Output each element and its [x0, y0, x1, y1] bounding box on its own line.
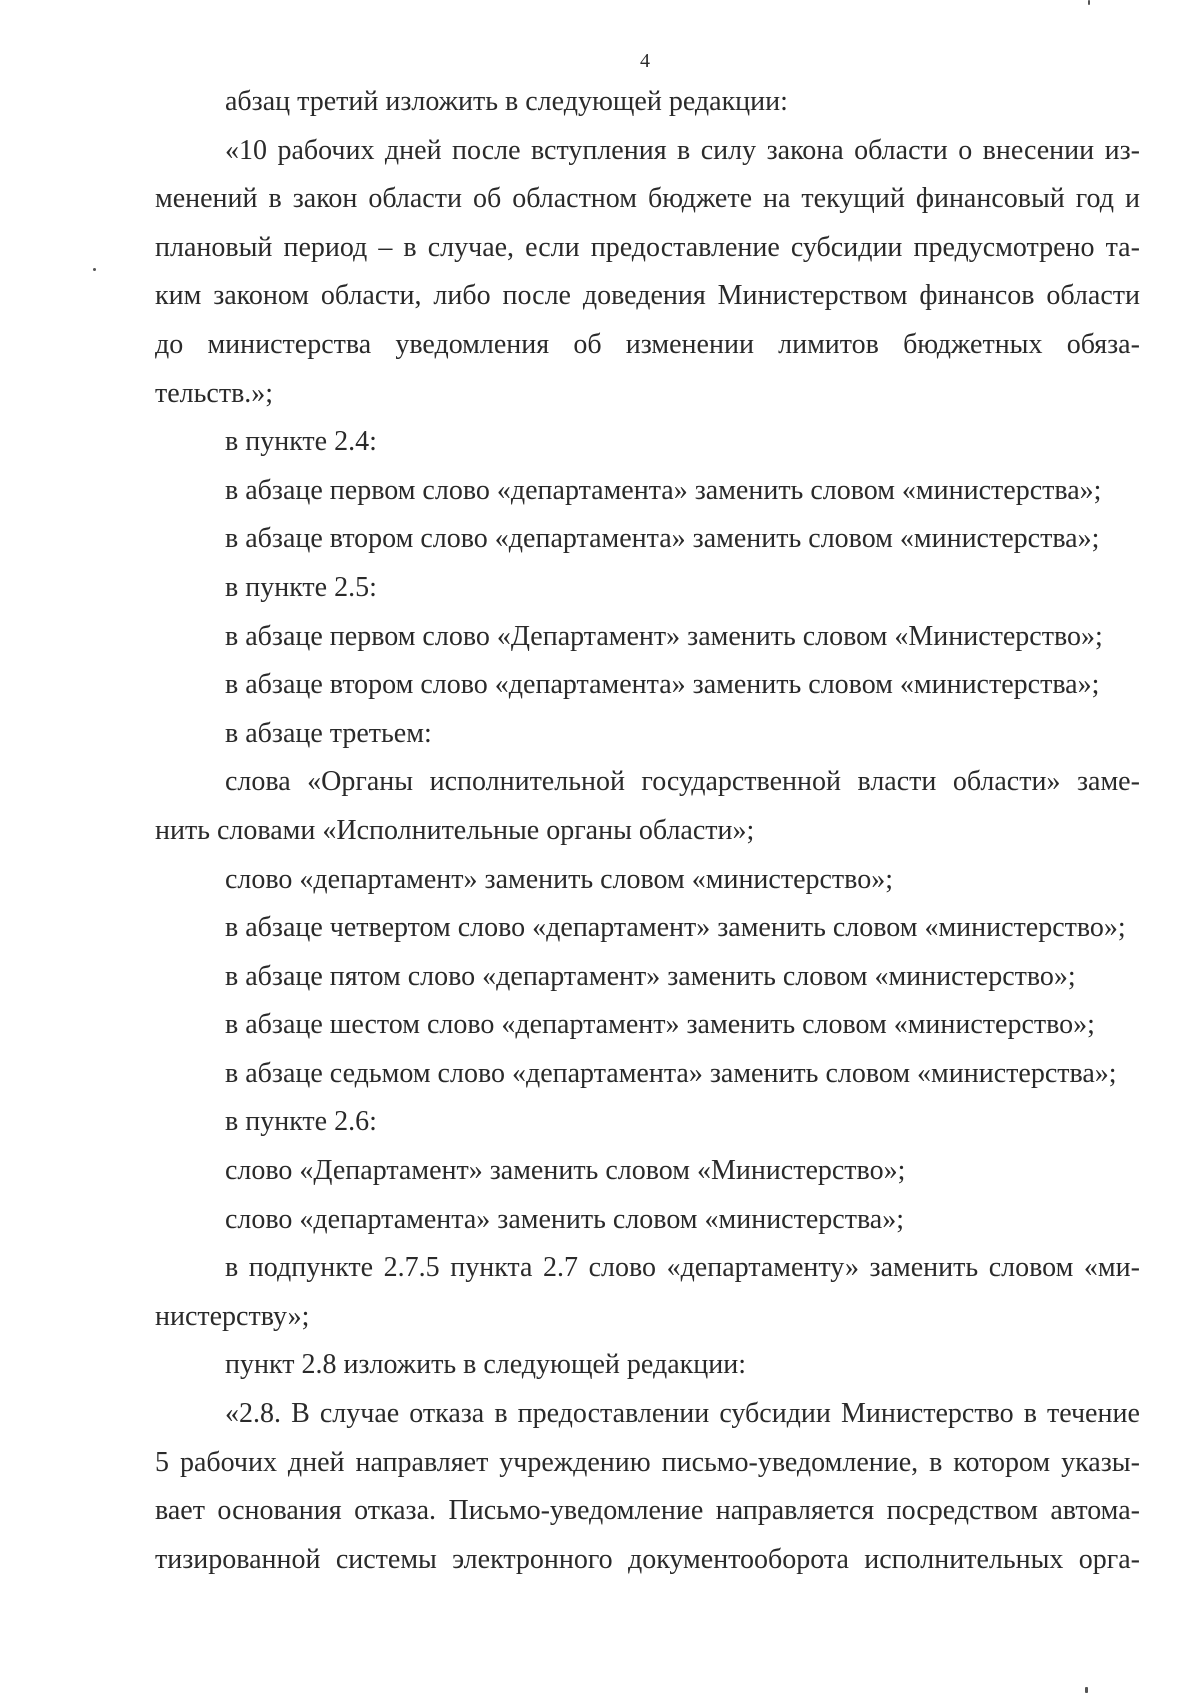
text-line: слово «департамента» заменить словом «министерства»; — [225, 1203, 904, 1235]
text-line: пункт 2.8 изложить в следующей редакции: — [225, 1349, 746, 1381]
text-word: Министерством — [717, 280, 908, 312]
text-word: вступления — [531, 134, 667, 166]
text-word: подпункте — [248, 1252, 374, 1284]
text-word: отказа — [409, 1398, 485, 1430]
text-word: государственной — [641, 766, 841, 798]
text-word: менений — [155, 183, 258, 215]
page-number: 4 — [640, 50, 650, 72]
text-word: и — [1124, 183, 1140, 215]
text-word: заме- — [1076, 766, 1140, 798]
text-word: «ми- — [1083, 1252, 1140, 1284]
text-word: 2.7 — [543, 1252, 578, 1284]
text-word: посредством — [886, 1495, 1038, 1527]
scan-speck — [1085, 1687, 1088, 1693]
text-word: закон — [292, 183, 358, 215]
text-word: области — [368, 183, 462, 215]
text-word: финансов — [919, 280, 1035, 312]
text-word: котором — [953, 1446, 1051, 1478]
text-line: слово «департамент» заменить словом «министерство»; — [225, 863, 893, 895]
text-word: слова — [225, 766, 291, 798]
text-word: письмо-уведомление, — [661, 1446, 919, 1478]
text-word: после — [452, 134, 521, 166]
text-word: документооборота — [627, 1543, 849, 1575]
text-word: текущий — [801, 183, 905, 215]
text-word: предусмотрено — [913, 231, 1095, 263]
text-word: пункта — [450, 1252, 533, 1284]
text-word: «2.8. — [225, 1398, 281, 1430]
text-word: внесении — [982, 134, 1095, 166]
text-word: законом — [213, 280, 310, 312]
text-word: финансовый — [915, 183, 1065, 215]
text-line: в абзаце втором слово «департамента» заменить словом «министерства»; — [225, 669, 1100, 701]
text-word: после — [502, 280, 571, 312]
text-word: ким — [155, 280, 202, 312]
text-word: заменить — [869, 1252, 979, 1284]
text-word: закона — [766, 134, 844, 166]
text-word: слово — [588, 1252, 656, 1284]
text-line — [155, 1390, 1140, 1439]
text-word: исполнительных — [864, 1543, 1064, 1575]
text-word: основания — [217, 1495, 342, 1527]
text-word: в — [268, 183, 282, 215]
text-line — [155, 1244, 1140, 1293]
text-word: областном — [512, 183, 637, 215]
scan-speck — [93, 268, 96, 271]
text-line: в абзаце третьем: — [225, 717, 432, 749]
text-word: об — [472, 183, 502, 215]
text-word: изменении — [625, 328, 754, 360]
text-word: «Органы — [307, 766, 414, 798]
text-word: словом — [988, 1252, 1074, 1284]
text-line: в абзаце седьмом слово «департамента» заменить словом «министерства»; — [225, 1057, 1117, 1089]
text-word: дней — [384, 134, 442, 166]
text-line — [155, 1536, 1140, 1585]
text-word: министерства — [207, 328, 372, 360]
text-word: если — [525, 231, 580, 263]
text-line: в абзаце четвертом слово «департамент» заменить словом «министерство»; — [225, 912, 1126, 944]
text-word: В — [291, 1398, 310, 1430]
text-word: из- — [1104, 134, 1140, 166]
text-word: в — [929, 1446, 943, 1478]
text-line — [155, 127, 1140, 176]
text-line: в пункте 2.4: — [225, 426, 377, 458]
scan-speck — [1088, 0, 1090, 5]
text-word: обяза- — [1066, 328, 1140, 360]
text-line: в пункте 2.6: — [225, 1106, 377, 1138]
text-line — [155, 321, 1140, 370]
text-line: нистерству»; — [155, 1300, 310, 1332]
text-line: в абзаце шестом слово «департамент» заменить словом «министерство»; — [225, 1009, 1095, 1041]
text-word: отказа. — [354, 1495, 437, 1527]
text-word: тизированной — [155, 1543, 321, 1575]
text-word: в — [403, 231, 417, 263]
text-word: доведения — [582, 280, 706, 312]
text-word: системы — [335, 1543, 437, 1575]
text-line: в абзаце первом слово «Департамент» заменить словом «Министерство»; — [225, 620, 1103, 652]
document-body — [155, 78, 1140, 1584]
text-line — [155, 272, 1140, 321]
text-word: «департаменту» — [666, 1252, 859, 1284]
text-word: лимитов — [778, 328, 879, 360]
text-line: в пункте 2.5: — [225, 571, 377, 603]
text-word: о — [958, 134, 973, 166]
text-word: области — [854, 134, 948, 166]
text-line: слово «Департамент» заменить словом «Министерство»; — [225, 1155, 906, 1187]
text-word: власти — [857, 766, 937, 798]
text-word: на — [763, 183, 791, 215]
text-line: абзац третий изложить в следующей редакции: — [225, 86, 788, 117]
text-word: в — [494, 1398, 508, 1430]
text-line: в абзаце пятом слово «департамент» заменить словом «министерство»; — [225, 960, 1076, 992]
text-word: в — [225, 1252, 239, 1284]
text-word: области, — [320, 280, 422, 312]
text-word: период — [283, 231, 368, 263]
text-word: бюджете — [647, 183, 753, 215]
text-word: дней — [287, 1446, 345, 1478]
text-word: субсидии — [790, 231, 903, 263]
text-word: год — [1075, 183, 1114, 215]
text-word: предоставление — [590, 231, 780, 263]
text-line — [155, 224, 1140, 273]
text-word: предоставлении — [517, 1398, 710, 1430]
text-word: указы- — [1061, 1446, 1140, 1478]
text-word: направляет — [355, 1446, 489, 1478]
text-word: исполнительной — [429, 766, 625, 798]
text-word: Министерство — [840, 1398, 1014, 1430]
text-word: до — [155, 328, 184, 360]
text-word: плановый — [155, 231, 273, 263]
text-word: либо — [433, 280, 491, 312]
text-word: об — [573, 328, 602, 360]
text-word: направляется — [715, 1495, 875, 1527]
text-word: в — [1023, 1398, 1037, 1430]
text-line — [155, 175, 1140, 224]
text-word: та- — [1105, 231, 1140, 263]
text-word: субсидии — [719, 1398, 831, 1430]
text-line — [155, 758, 1140, 807]
text-word: автома- — [1050, 1495, 1140, 1527]
text-word: 5 — [155, 1446, 169, 1478]
text-word: области — [1046, 280, 1140, 312]
text-line: в абзаце первом слово «департамента» заменить словом «министерства»; — [225, 474, 1102, 506]
text-word: «10 — [225, 134, 267, 166]
text-word: орга- — [1078, 1543, 1140, 1575]
text-word: Письмо-уведомление — [448, 1495, 704, 1527]
text-word: случае — [319, 1398, 400, 1430]
text-word: силу — [700, 134, 757, 166]
text-word: 2.7.5 — [383, 1252, 440, 1284]
text-word: течение — [1047, 1398, 1140, 1430]
text-word: уведомления — [395, 328, 550, 360]
text-word: рабочих — [277, 134, 375, 166]
text-word: учреждению — [499, 1446, 651, 1478]
text-word: в — [677, 134, 691, 166]
text-word: – — [378, 231, 393, 263]
text-word: бюджетных — [903, 328, 1043, 360]
text-line: нить словами «Исполнительные органы области»; — [155, 814, 755, 846]
text-line — [155, 1439, 1140, 1488]
text-line: тельств.»; — [155, 377, 274, 409]
text-word: электронного — [452, 1543, 613, 1575]
text-word: области» — [952, 766, 1061, 798]
text-word: рабочих — [179, 1446, 277, 1478]
text-line — [155, 1487, 1140, 1536]
text-word: вает — [155, 1495, 205, 1527]
text-word: случае, — [427, 231, 515, 263]
text-line: в абзаце втором слово «департамента» заменить словом «министерства»; — [225, 523, 1100, 555]
